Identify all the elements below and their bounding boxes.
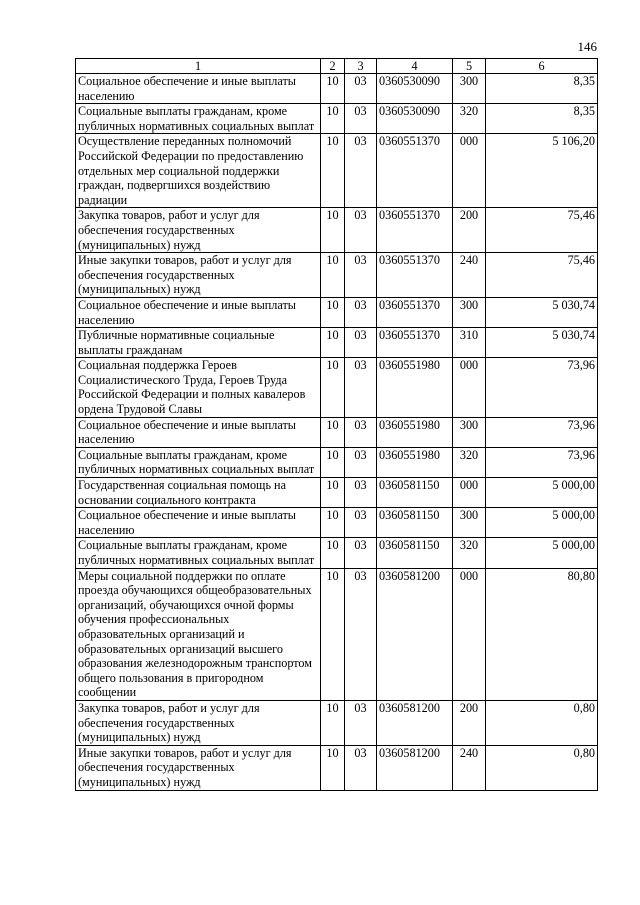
- row-target-article: 0360551370: [377, 253, 453, 298]
- row-section-code: 10: [321, 328, 345, 358]
- table-row: [76, 358, 598, 417]
- row-amount: 0,80: [486, 745, 598, 790]
- header-col-6: 6: [486, 59, 598, 74]
- table-row: [76, 417, 598, 447]
- header-col-2: 2: [321, 59, 345, 74]
- row-expense-type: 240: [453, 253, 486, 298]
- row-name: Меры социальной поддержки по оплате проезда обучающихся общеобразовательных организаций, обучающихся очной формы обучения профессиональных образовательных организаций и образовательных организаций высшего образования железнодорожным транспортом общего пользования в пригородном сообщении: [76, 568, 321, 700]
- row-subsection-code: 03: [345, 328, 377, 358]
- row-name: Социальное обеспечение и иные выплаты населению: [76, 297, 321, 327]
- row-name: Закупка товаров, работ и услуг для обеспечения государственных (муниципальных) нужд: [76, 208, 321, 253]
- row-target-article: 0360551980: [377, 417, 453, 447]
- row-expense-type: 320: [453, 104, 486, 134]
- row-target-article: 0360581200: [377, 700, 453, 745]
- row-name: Социальное обеспечение и иные выплаты населению: [76, 417, 321, 447]
- row-name: Социальное обеспечение и иные выплаты населению: [76, 74, 321, 104]
- row-name: Иные закупки товаров, работ и услуг для обеспечения государственных (муниципальных) нужд: [76, 253, 321, 298]
- table-row: [76, 208, 598, 253]
- budget-table: [75, 58, 598, 791]
- row-target-article: 0360530090: [377, 104, 453, 134]
- row-subsection-code: 03: [345, 478, 377, 508]
- row-target-article: 0360551370: [377, 297, 453, 327]
- row-subsection-code: 03: [345, 700, 377, 745]
- row-target-article: 0360581150: [377, 538, 453, 568]
- row-amount: 75,46: [486, 253, 598, 298]
- table-body: [76, 74, 598, 791]
- row-section-code: 10: [321, 478, 345, 508]
- header-col-4: 4: [377, 59, 453, 74]
- row-name: Публичные нормативные социальные выплаты гражданам: [76, 328, 321, 358]
- row-amount: 5 000,00: [486, 478, 598, 508]
- table-row: [76, 700, 598, 745]
- table-row: [76, 568, 598, 700]
- row-expense-type: 240: [453, 745, 486, 790]
- row-expense-type: 320: [453, 538, 486, 568]
- row-name: Государственная социальная помощь на основании социального контракта: [76, 478, 321, 508]
- row-amount: 73,96: [486, 447, 598, 477]
- row-expense-type: 000: [453, 134, 486, 208]
- row-target-article: 0360581200: [377, 568, 453, 700]
- row-target-article: 0360581150: [377, 508, 453, 538]
- row-subsection-code: 03: [345, 447, 377, 477]
- row-expense-type: 300: [453, 508, 486, 538]
- table-row: [76, 253, 598, 298]
- row-amount: 5 106,20: [486, 134, 598, 208]
- row-name: Социальное обеспечение и иные выплаты населению: [76, 508, 321, 538]
- row-amount: 0,80: [486, 700, 598, 745]
- row-subsection-code: 03: [345, 297, 377, 327]
- row-expense-type: 320: [453, 447, 486, 477]
- row-target-article: 0360551980: [377, 358, 453, 417]
- row-amount: 73,96: [486, 417, 598, 447]
- row-name: Иные закупки товаров, работ и услуг для обеспечения государственных (муниципальных) нужд: [76, 745, 321, 790]
- row-target-article: 0360581200: [377, 745, 453, 790]
- row-name: Социальные выплаты гражданам, кроме публичных нормативных социальных выплат: [76, 538, 321, 568]
- row-subsection-code: 03: [345, 417, 377, 447]
- row-subsection-code: 03: [345, 508, 377, 538]
- row-expense-type: 200: [453, 700, 486, 745]
- table-row: [76, 538, 598, 568]
- row-section-code: 10: [321, 538, 345, 568]
- row-subsection-code: 03: [345, 538, 377, 568]
- row-amount: 5 000,00: [486, 508, 598, 538]
- row-section-code: 10: [321, 104, 345, 134]
- header-col-3: 3: [345, 59, 377, 74]
- row-subsection-code: 03: [345, 104, 377, 134]
- row-subsection-code: 03: [345, 358, 377, 417]
- row-section-code: 10: [321, 417, 345, 447]
- row-amount: 8,35: [486, 74, 598, 104]
- row-subsection-code: 03: [345, 568, 377, 700]
- row-subsection-code: 03: [345, 745, 377, 790]
- row-target-article: 0360551980: [377, 447, 453, 477]
- row-target-article: 0360581150: [377, 478, 453, 508]
- row-amount: 73,96: [486, 358, 598, 417]
- row-name: Закупка товаров, работ и услуг для обеспечения государственных (муниципальных) нужд: [76, 700, 321, 745]
- row-expense-type: 300: [453, 297, 486, 327]
- row-expense-type: 000: [453, 568, 486, 700]
- header-row: [76, 59, 598, 74]
- row-expense-type: 000: [453, 478, 486, 508]
- row-section-code: 10: [321, 358, 345, 417]
- row-section-code: 10: [321, 253, 345, 298]
- row-name: Социальные выплаты гражданам, кроме публичных нормативных социальных выплат: [76, 104, 321, 134]
- row-subsection-code: 03: [345, 253, 377, 298]
- row-target-article: 0360530090: [377, 74, 453, 104]
- row-amount: 75,46: [486, 208, 598, 253]
- row-section-code: 10: [321, 508, 345, 538]
- table-row: [76, 74, 598, 104]
- row-expense-type: 310: [453, 328, 486, 358]
- row-amount: 5 030,74: [486, 297, 598, 327]
- row-name: Социальные выплаты гражданам, кроме публичных нормативных социальных выплат: [76, 447, 321, 477]
- row-expense-type: 200: [453, 208, 486, 253]
- row-expense-type: 300: [453, 74, 486, 104]
- page-number: 146: [577, 39, 597, 54]
- row-section-code: 10: [321, 297, 345, 327]
- row-name: Осуществление переданных полномочий Российской Федерации по предоставлению отдельных мер социальной поддержки граждан, подвергшихся воздействию радиации: [76, 134, 321, 208]
- row-section-code: 10: [321, 745, 345, 790]
- row-subsection-code: 03: [345, 134, 377, 208]
- row-section-code: 10: [321, 134, 345, 208]
- row-expense-type: 300: [453, 417, 486, 447]
- row-amount: 5 030,74: [486, 328, 598, 358]
- row-section-code: 10: [321, 208, 345, 253]
- table-row: [76, 134, 598, 208]
- table-row: [76, 447, 598, 477]
- row-section-code: 10: [321, 74, 345, 104]
- row-subsection-code: 03: [345, 74, 377, 104]
- header-col-1: 1: [76, 59, 321, 74]
- table-row: [76, 478, 598, 508]
- table-row: [76, 328, 598, 358]
- row-expense-type: 000: [453, 358, 486, 417]
- row-target-article: 0360551370: [377, 208, 453, 253]
- header-col-5: 5: [453, 59, 486, 74]
- row-amount: 8,35: [486, 104, 598, 134]
- row-section-code: 10: [321, 447, 345, 477]
- row-section-code: 10: [321, 568, 345, 700]
- row-subsection-code: 03: [345, 208, 377, 253]
- table-row: [76, 104, 598, 134]
- table-row: [76, 745, 598, 790]
- row-section-code: 10: [321, 700, 345, 745]
- table-row: [76, 297, 598, 327]
- row-target-article: 0360551370: [377, 134, 453, 208]
- row-amount: 5 000,00: [486, 538, 598, 568]
- table-row: [76, 508, 598, 538]
- row-target-article: 0360551370: [377, 328, 453, 358]
- row-amount: 80,80: [486, 568, 598, 700]
- row-name: Социальная поддержка Героев Социалистического Труда, Героев Труда Российской Федерации и полных кавалеров ордена Трудовой Славы: [76, 358, 321, 417]
